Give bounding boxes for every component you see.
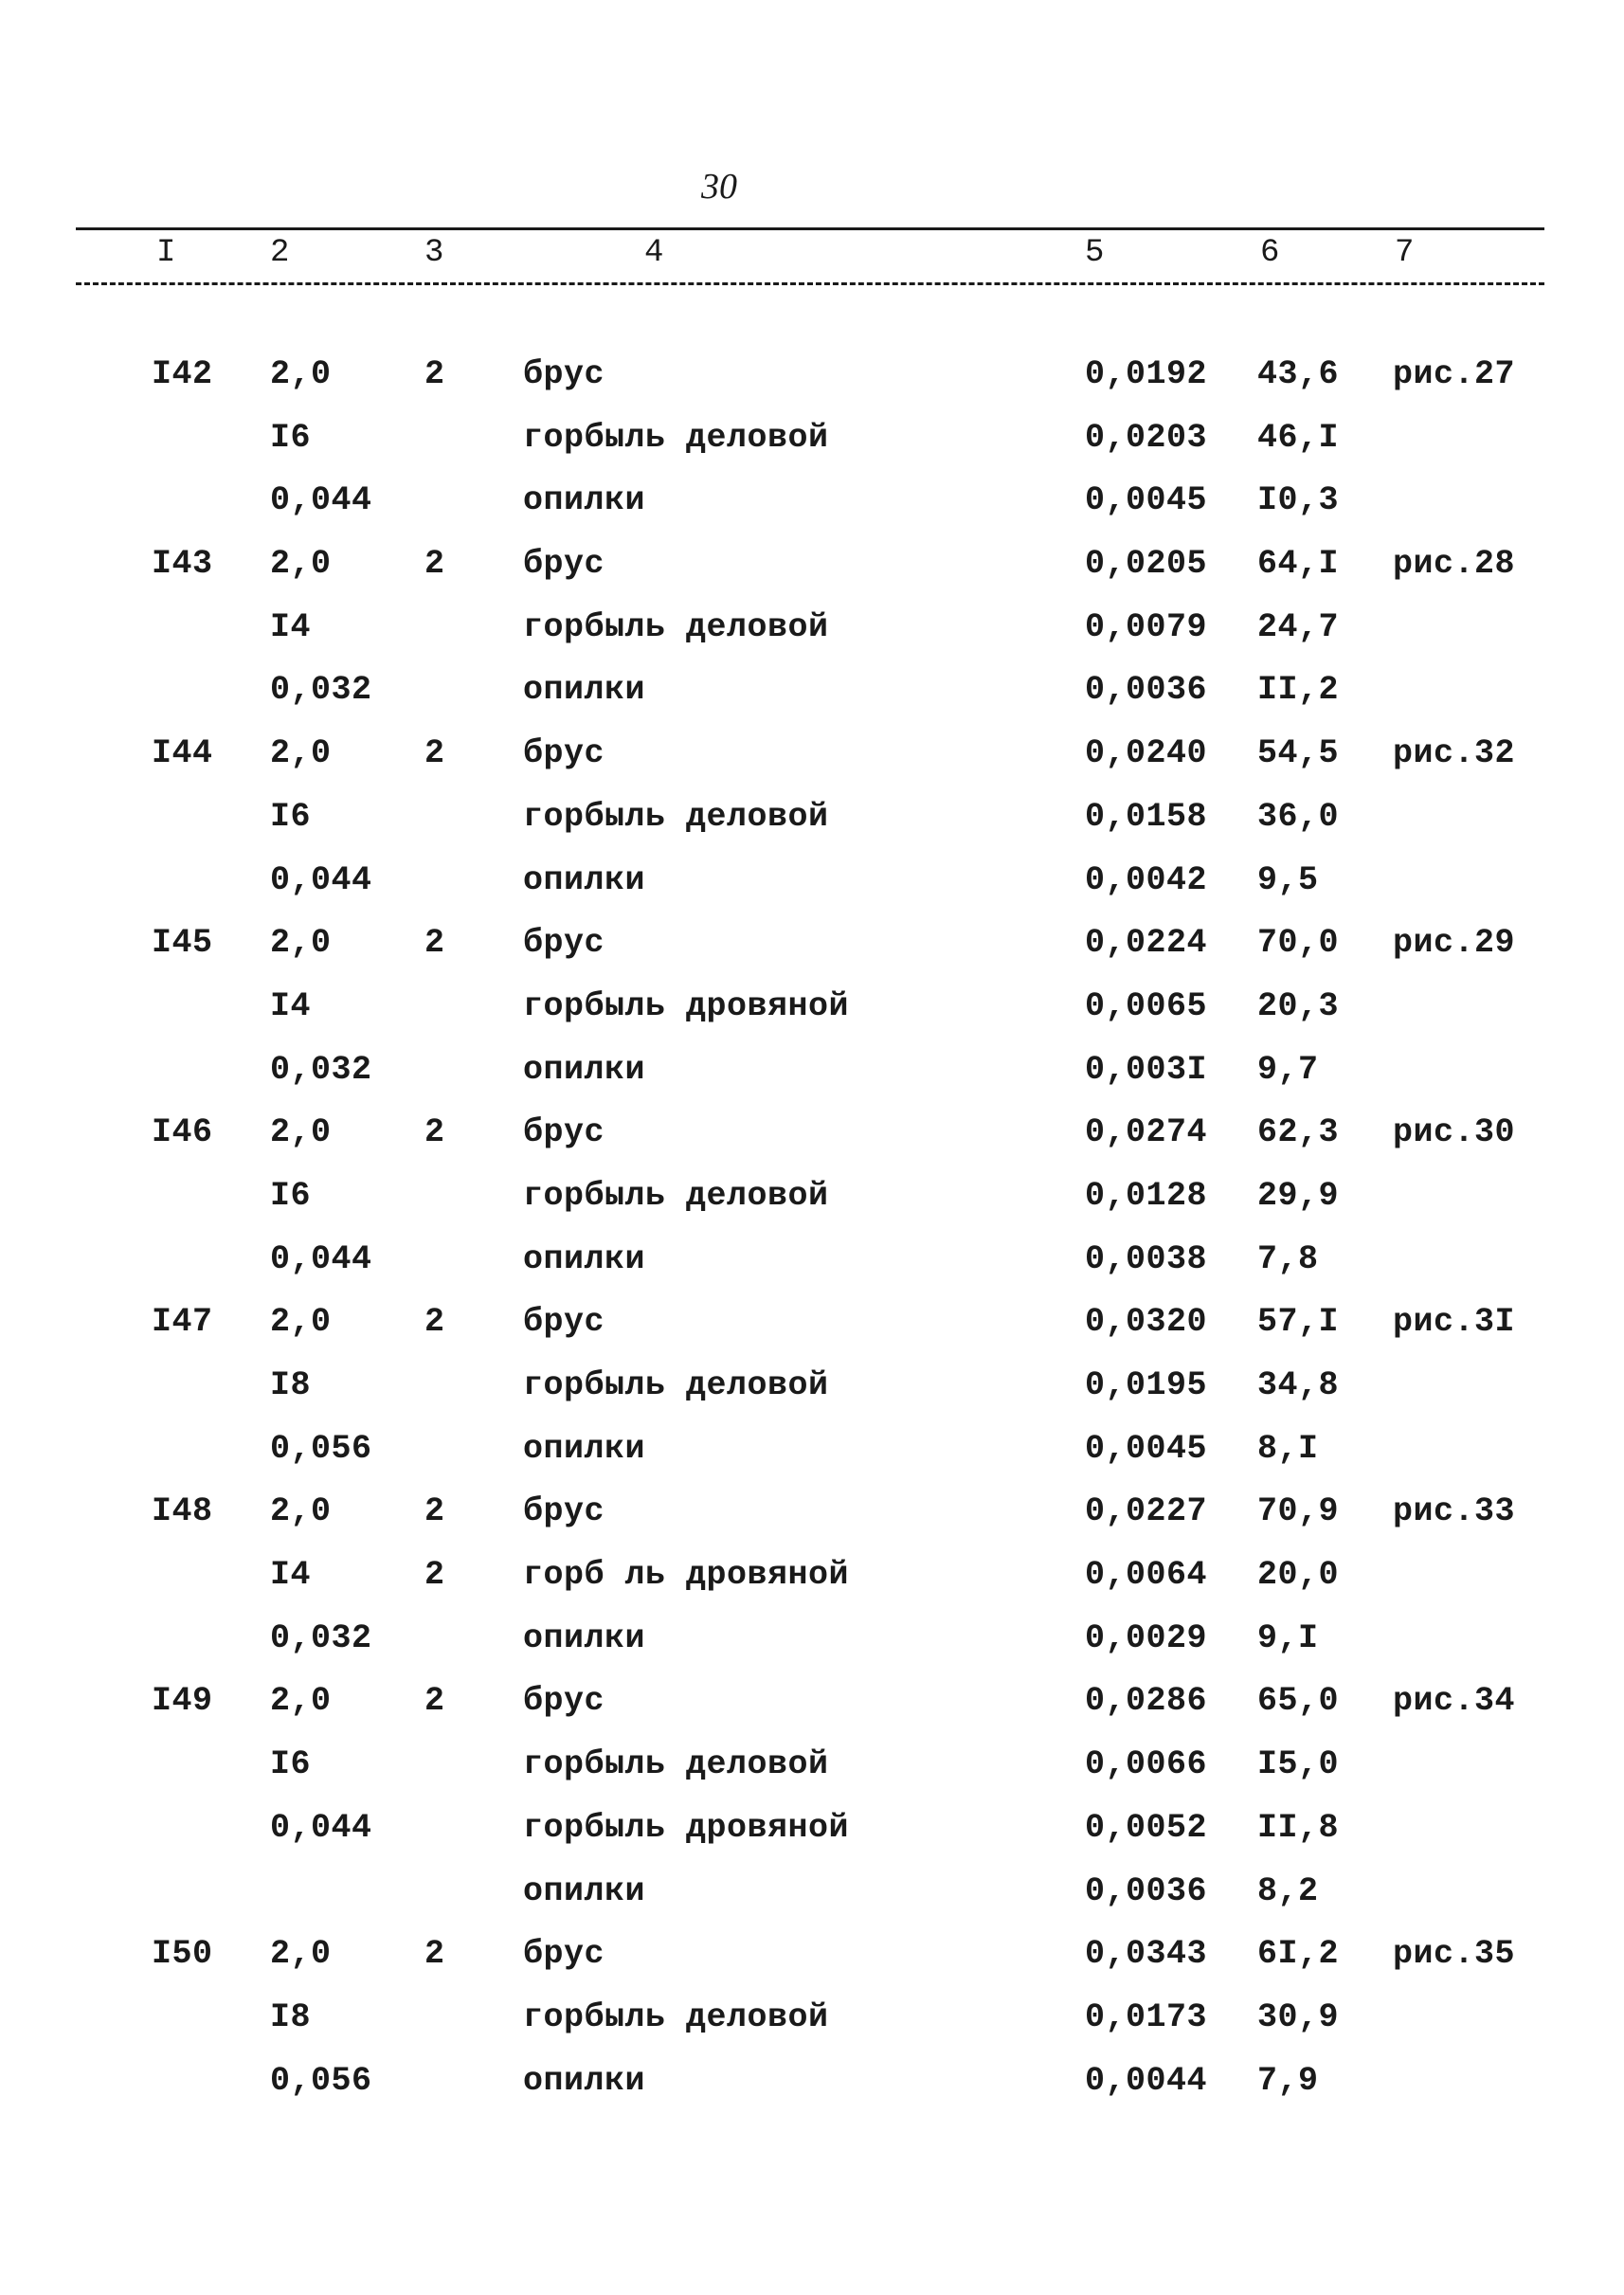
- dimension-cell: I4: [270, 607, 312, 646]
- table-row: [0, 1556, 1624, 1619]
- percent-cell: 54,5: [1257, 734, 1340, 773]
- dimension-cell: 2,0: [270, 1935, 332, 1974]
- table-body: [0, 355, 1624, 2124]
- product-cell: брус: [523, 924, 605, 963]
- page-number: 30: [701, 167, 737, 207]
- row-number-cell: I42: [152, 355, 213, 393]
- count-cell: 2: [424, 1935, 445, 1974]
- table-row: [0, 1366, 1624, 1430]
- table-row: [0, 1430, 1624, 1493]
- figure-ref-cell: рис.3I: [1393, 1303, 1516, 1342]
- volume-cell: 0,0173: [1085, 1997, 1208, 2036]
- product-cell: опилки: [523, 1239, 646, 1278]
- table-row: [0, 987, 1624, 1051]
- table-row: [0, 545, 1624, 608]
- figure-ref-cell: рис.33: [1393, 1492, 1516, 1531]
- table-row: [0, 1745, 1624, 1809]
- volume-cell: 0,0064: [1085, 1556, 1208, 1595]
- volume-cell: 0,0286: [1085, 1682, 1208, 1721]
- product-cell: опилки: [523, 481, 646, 520]
- dimension-cell: 0,032: [270, 1050, 372, 1089]
- column-header-7: 7: [1395, 235, 1415, 271]
- product-cell: опилки: [523, 671, 646, 710]
- volume-cell: 0,0320: [1085, 1303, 1208, 1342]
- table-row: [0, 734, 1624, 798]
- product-cell: брус: [523, 1113, 605, 1152]
- table-row: [0, 2062, 1624, 2125]
- dimension-cell: 0,044: [270, 860, 372, 899]
- table-row: [0, 1240, 1624, 1304]
- product-cell: опилки: [523, 1050, 646, 1089]
- table-row: [0, 1809, 1624, 1872]
- table-row: [0, 608, 1624, 672]
- table-row: [0, 671, 1624, 734]
- volume-cell: 0,0227: [1085, 1492, 1208, 1531]
- count-cell: 2: [424, 545, 445, 584]
- product-cell: опилки: [523, 1618, 646, 1657]
- product-cell: брус: [523, 1935, 605, 1974]
- percent-cell: 8,I: [1257, 1429, 1319, 1468]
- volume-cell: 0,0038: [1085, 1239, 1208, 1278]
- product-cell: опилки: [523, 1871, 646, 1910]
- volume-cell: 0,0045: [1085, 1429, 1208, 1468]
- figure-ref-cell: рис.28: [1393, 545, 1516, 584]
- product-cell: горбыль деловой: [523, 1176, 829, 1215]
- column-header-3: 3: [424, 235, 444, 271]
- volume-cell: 0,0274: [1085, 1113, 1208, 1152]
- volume-cell: 0,0036: [1085, 1871, 1208, 1910]
- percent-cell: 7,9: [1257, 2061, 1319, 2100]
- product-cell: опилки: [523, 1429, 646, 1468]
- product-cell: горбыль дровяной: [523, 986, 850, 1025]
- volume-cell: 0,0240: [1085, 734, 1208, 773]
- row-number-cell: I48: [152, 1492, 213, 1531]
- dimension-cell: 0,032: [270, 1618, 372, 1657]
- percent-cell: 46,I: [1257, 418, 1340, 457]
- percent-cell: 64,I: [1257, 545, 1340, 584]
- percent-cell: 30,9: [1257, 1997, 1340, 2036]
- percent-cell: 20,3: [1257, 986, 1340, 1025]
- volume-cell: 0,003I: [1085, 1050, 1208, 1089]
- percent-cell: I5,0: [1257, 1745, 1340, 1784]
- volume-cell: 0,0045: [1085, 481, 1208, 520]
- dimension-cell: I6: [270, 797, 312, 836]
- volume-cell: 0,0044: [1085, 2061, 1208, 2100]
- percent-cell: 34,8: [1257, 1366, 1340, 1404]
- dimension-cell: 0,044: [270, 1239, 372, 1278]
- percent-cell: 9,I: [1257, 1618, 1319, 1657]
- table-row: [0, 1935, 1624, 1998]
- count-cell: 2: [424, 1303, 445, 1342]
- dimension-cell: I6: [270, 1176, 312, 1215]
- column-header-4: 4: [644, 235, 664, 271]
- figure-ref-cell: рис.32: [1393, 734, 1516, 773]
- table-row: [0, 1303, 1624, 1366]
- percent-cell: 65,0: [1257, 1682, 1340, 1721]
- percent-cell: 62,3: [1257, 1113, 1340, 1152]
- dimension-cell: 0,044: [270, 1808, 372, 1847]
- product-cell: горбыль дровяной: [523, 1808, 850, 1847]
- table-row: [0, 798, 1624, 861]
- product-cell: горбыль деловой: [523, 1366, 829, 1404]
- dimension-cell: I6: [270, 418, 312, 457]
- row-number-cell: I44: [152, 734, 213, 773]
- table-row: [0, 1051, 1624, 1114]
- dimension-cell: I4: [270, 1556, 312, 1595]
- product-cell: брус: [523, 1682, 605, 1721]
- dimension-cell: I6: [270, 1745, 312, 1784]
- volume-cell: 0,0079: [1085, 607, 1208, 646]
- volume-cell: 0,0205: [1085, 545, 1208, 584]
- table-row: [0, 1682, 1624, 1745]
- product-cell: горбыль деловой: [523, 1997, 829, 2036]
- count-cell: 2: [424, 924, 445, 963]
- count-cell: 2: [424, 1113, 445, 1152]
- table-row: [0, 924, 1624, 987]
- percent-cell: 9,5: [1257, 860, 1319, 899]
- product-cell: горбыль деловой: [523, 607, 829, 646]
- table-row: [0, 1177, 1624, 1240]
- table-header-top-rule: [76, 227, 1544, 230]
- dimension-cell: 2,0: [270, 545, 332, 584]
- percent-cell: II,2: [1257, 671, 1340, 710]
- table-row: [0, 1113, 1624, 1177]
- volume-cell: 0,0158: [1085, 797, 1208, 836]
- product-cell: брус: [523, 734, 605, 773]
- count-cell: 2: [424, 734, 445, 773]
- volume-cell: 0,0036: [1085, 671, 1208, 710]
- dimension-cell: 2,0: [270, 924, 332, 963]
- dimension-cell: 2,0: [270, 355, 332, 393]
- count-cell: 2: [424, 1492, 445, 1531]
- volume-cell: 0,0195: [1085, 1366, 1208, 1404]
- volume-cell: 0,0066: [1085, 1745, 1208, 1784]
- figure-ref-cell: рис.27: [1393, 355, 1516, 393]
- table-row: [0, 355, 1624, 419]
- volume-cell: 0,0128: [1085, 1176, 1208, 1215]
- product-cell: брус: [523, 1492, 605, 1531]
- volume-cell: 0,0192: [1085, 355, 1208, 393]
- percent-cell: 8,2: [1257, 1871, 1319, 1910]
- volume-cell: 0,0042: [1085, 860, 1208, 899]
- percent-cell: 29,9: [1257, 1176, 1340, 1215]
- dimension-cell: 0,056: [270, 1429, 372, 1468]
- row-number-cell: I46: [152, 1113, 213, 1152]
- percent-cell: 36,0: [1257, 797, 1340, 836]
- dimension-cell: 2,0: [270, 734, 332, 773]
- volume-cell: 0,0052: [1085, 1808, 1208, 1847]
- dimension-cell: 0,044: [270, 481, 372, 520]
- product-cell: опилки: [523, 2061, 646, 2100]
- percent-cell: 70,0: [1257, 924, 1340, 963]
- table-row: [0, 861, 1624, 925]
- dimension-cell: I4: [270, 986, 312, 1025]
- dimension-cell: I8: [270, 1366, 312, 1404]
- column-header-6: 6: [1260, 235, 1280, 271]
- table-header-bottom-rule: [76, 282, 1544, 285]
- count-cell: 2: [424, 1682, 445, 1721]
- table-row: [0, 481, 1624, 545]
- dimension-cell: 2,0: [270, 1492, 332, 1531]
- table-row: [0, 419, 1624, 482]
- volume-cell: 0,0224: [1085, 924, 1208, 963]
- percent-cell: I0,3: [1257, 481, 1340, 520]
- table-row: [0, 1619, 1624, 1683]
- row-number-cell: I47: [152, 1303, 213, 1342]
- percent-cell: 70,9: [1257, 1492, 1340, 1531]
- row-number-cell: I49: [152, 1682, 213, 1721]
- count-cell: 2: [424, 1556, 445, 1595]
- row-number-cell: I43: [152, 545, 213, 584]
- percent-cell: II,8: [1257, 1808, 1340, 1847]
- volume-cell: 0,0203: [1085, 418, 1208, 457]
- percent-cell: 24,7: [1257, 607, 1340, 646]
- volume-cell: 0,0065: [1085, 986, 1208, 1025]
- count-cell: 2: [424, 355, 445, 393]
- table-row: [0, 1492, 1624, 1556]
- product-cell: брус: [523, 545, 605, 584]
- percent-cell: 20,0: [1257, 1556, 1340, 1595]
- row-number-cell: I50: [152, 1935, 213, 1974]
- column-header-1: I: [156, 235, 176, 271]
- column-header-2: 2: [270, 235, 290, 271]
- table-row: [0, 1872, 1624, 1936]
- percent-cell: 43,6: [1257, 355, 1340, 393]
- percent-cell: 9,7: [1257, 1050, 1319, 1089]
- dimension-cell: 2,0: [270, 1113, 332, 1152]
- figure-ref-cell: рис.34: [1393, 1682, 1516, 1721]
- product-cell: горбыль деловой: [523, 797, 829, 836]
- figure-ref-cell: рис.29: [1393, 924, 1516, 963]
- percent-cell: 6I,2: [1257, 1935, 1340, 1974]
- product-cell: брус: [523, 355, 605, 393]
- table-row: [0, 1998, 1624, 2062]
- dimension-cell: 2,0: [270, 1303, 332, 1342]
- row-number-cell: I45: [152, 924, 213, 963]
- percent-cell: 57,I: [1257, 1303, 1340, 1342]
- volume-cell: 0,0343: [1085, 1935, 1208, 1974]
- dimension-cell: 0,056: [270, 2061, 372, 2100]
- table-header-row: [0, 235, 1624, 277]
- product-cell: брус: [523, 1303, 605, 1342]
- product-cell: горбыль деловой: [523, 1745, 829, 1784]
- product-cell: горб ль дровяной: [523, 1556, 850, 1595]
- product-cell: опилки: [523, 860, 646, 899]
- column-header-5: 5: [1085, 235, 1105, 271]
- dimension-cell: 2,0: [270, 1682, 332, 1721]
- figure-ref-cell: рис.35: [1393, 1935, 1516, 1974]
- dimension-cell: I8: [270, 1997, 312, 2036]
- figure-ref-cell: рис.30: [1393, 1113, 1516, 1152]
- dimension-cell: 0,032: [270, 671, 372, 710]
- volume-cell: 0,0029: [1085, 1618, 1208, 1657]
- percent-cell: 7,8: [1257, 1239, 1319, 1278]
- product-cell: горбыль деловой: [523, 418, 829, 457]
